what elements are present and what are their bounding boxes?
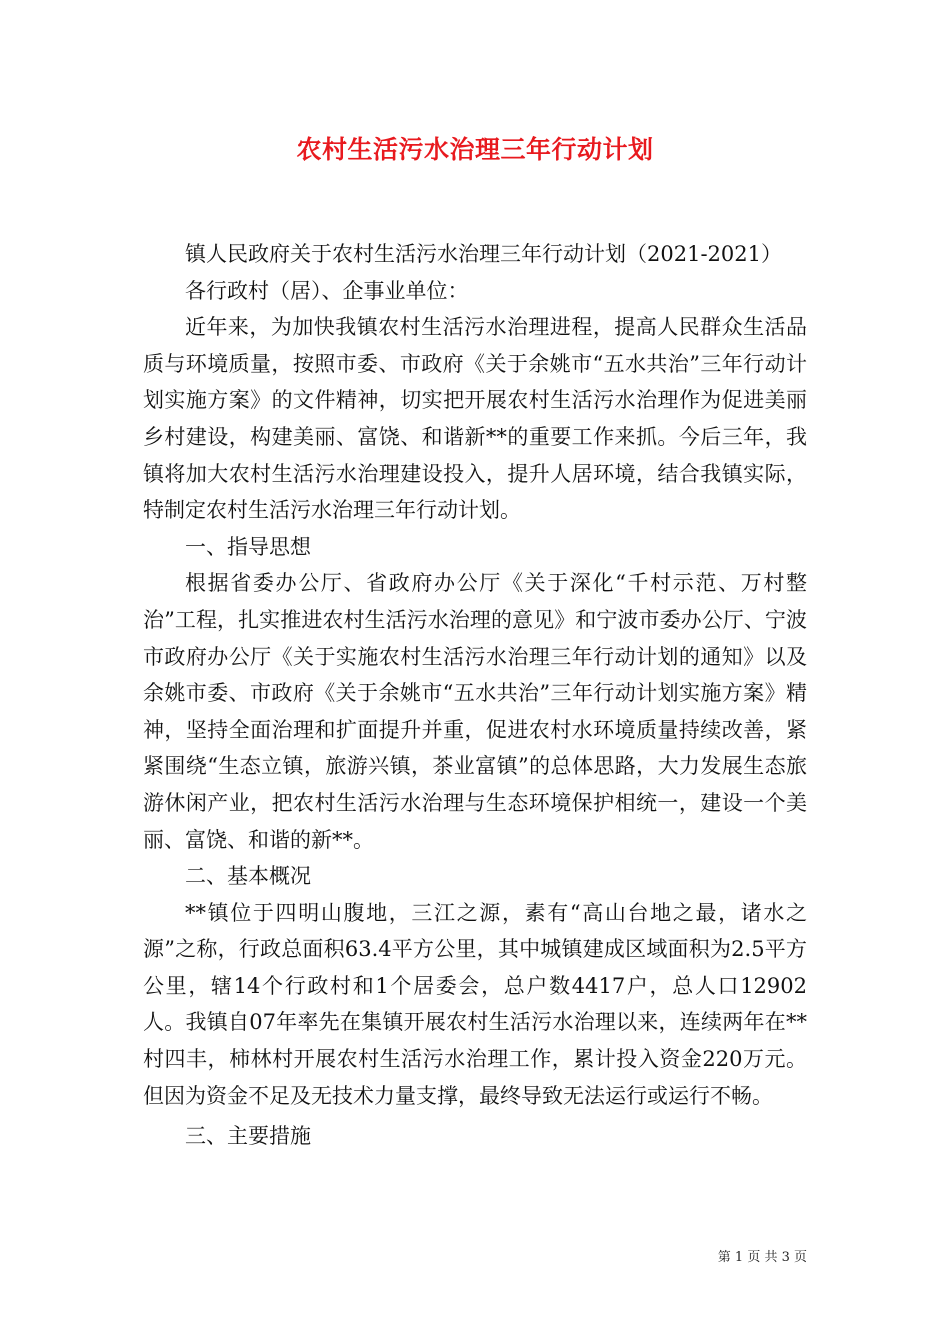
document-body [143,236,807,1155]
section-heading-main-measures: 三、主要措施 [185,1124,311,1149]
section-heading-overview: 二、基本概况 [185,864,311,889]
paragraph-guiding-ideology: 根据省委办公厅、省政府办公厅《关于深化“千村示范、万村整治”工程，扎实推进农村生活污水治理的意见》和宁波市委办公厅、宁波市政府办公厅《关于实施农村生活污水治理三年行动计划的通知》以及余姚市委、市政府《关于余姚市“五水共治”三年行动计划实施方案》精神，坚持全面治理和扩面提升并重，促进农村水环境质量持续改善，紧紧围绕“生态立镇，旅游兴镇，茶业富镇”的总体思路，大力发展生态旅游休闲产业，把农村生活污水治理与生态环境保护相统一，建设一个美丽、富饶、和谐的新**。 [143,571,807,852]
paragraph-intro: 近年来，为加快我镇农村生活污水治理进程，提高人民群众生活品质与环境质量，按照市委、市政府《关于余姚市“五水共治”三年行动计划实施方案》的文件精神，切实把开展农村生活污水治理作为促进美丽乡村建设，构建美丽、富饶、和谐新**的重要工作来抓。今后三年，我镇将加大农村生活污水治理建设投入，提升人居环境，结合我镇实际，特制定农村生活污水治理三年行动计划。 [143,315,807,523]
paragraph-overview: **镇位于四明山腹地，三江之源，素有“高山台地之最，诸水之源”之称，行政总面积63.4平方公里，其中城镇建成区域面积为2.5平方公里，辖14个行政村和1个居委会，总户数4417户，总人口12902人。我镇自07年率先在集镇开展农村生活污水治理以来，连续两年在**村四丰，柿林村开展农村生活污水治理工作，累计投入资金220万元。但因为资金不足及无技术力量支撑，最终导致无法运行或运行不畅。 [143,900,807,1108]
paragraph-addressee: 各行政村（居）、企事业单位： [185,278,469,303]
document-title: 农村生活污水治理三年行动计划 [296,135,654,164]
section-heading-guiding-ideology: 一、指导思想 [185,534,311,559]
paragraph-heading-line: 镇人民政府关于农村生活污水治理三年行动计划（2021-2021） [185,242,782,266]
page-indicator: 第 1 页 共 3 页 [717,1250,807,1265]
